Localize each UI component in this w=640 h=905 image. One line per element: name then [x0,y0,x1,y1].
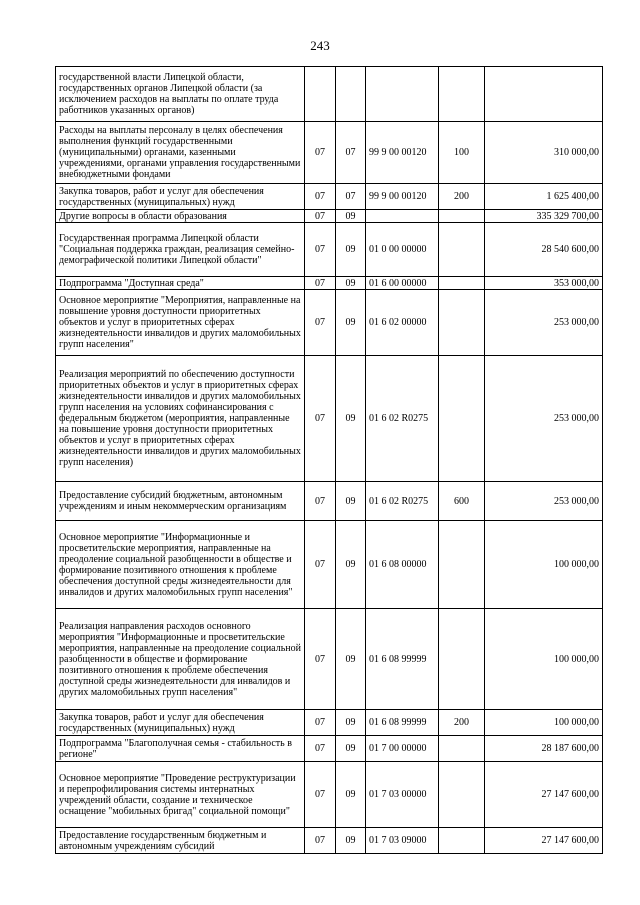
table-row [56,356,603,482]
row-subsection: 09 [336,223,366,277]
budget-table-body [56,67,603,854]
row-subsection: 09 [336,736,366,762]
row-subsection: 09 [336,356,366,482]
row-section: 07 [305,521,336,609]
row-section: 07 [305,828,336,854]
table-row [56,609,603,710]
row-name: Основное мероприятие "Проведение реструктуризации и перепрофилирования системы интернатных учреждений области, создание и техническое оснащение "мобильных бригад" социальной помощи" [56,762,305,828]
row-amount [485,67,603,122]
row-expense-type [439,828,485,854]
row-subsection: 07 [336,122,366,184]
row-name: Предоставление государственным бюджетным и автономным учреждениям субсидий [56,828,305,854]
row-amount: 27 147 600,00 [485,762,603,828]
row-section: 07 [305,736,336,762]
row-subsection: 09 [336,521,366,609]
page-number: 243 [310,38,330,53]
row-expense-type [439,277,485,290]
row-target-code: 01 6 08 99999 [366,710,439,736]
table-row [56,521,603,609]
table-row [56,828,603,854]
table-row [56,67,603,122]
row-amount: 27 147 600,00 [485,828,603,854]
row-name: Реализация мероприятий по обеспечению доступности приоритетных объектов и услуг в приоритетных сферах жизнедеятельности инвалидов и других маломобильных групп населения на условиях софинансирования с федеральным бюджетом (мероприятия, направленные на повышение уровня доступности приоритетных объектов и услуг в приоритетных сферах жизнедеятельности инвалидов и других маломобильных групп населения) [56,356,305,482]
row-section: 07 [305,122,336,184]
row-target-code: 01 7 00 00000 [366,736,439,762]
row-expense-type: 200 [439,710,485,736]
row-amount: 310 000,00 [485,122,603,184]
row-subsection: 09 [336,609,366,710]
row-target-code: 99 9 00 00120 [366,184,439,210]
row-section: 07 [305,482,336,521]
row-amount: 1 625 400,00 [485,184,603,210]
row-subsection: 09 [336,482,366,521]
row-name: Подпрограмма "Благополучная семья - стабильность в регионе" [56,736,305,762]
row-subsection: 09 [336,210,366,223]
row-name: Предоставление субсидий бюджетным, автономным учреждениям и иным некоммерческим организациям [56,482,305,521]
row-expense-type [439,521,485,609]
row-section: 07 [305,710,336,736]
row-name: Основное мероприятие "Информационные и просветительские мероприятия, направленные на преодоление социальной разобщенности в обществе и формирование позитивного отношения к проблеме обеспечения доступной среды жизнедеятельности для инвалидов и других маломобильных групп населения" [56,521,305,609]
row-expense-type [439,609,485,710]
row-section: 07 [305,184,336,210]
row-target-code [366,210,439,223]
row-section [305,67,336,122]
table-row [56,482,603,521]
table-row [56,710,603,736]
row-expense-type: 600 [439,482,485,521]
row-name: Закупка товаров, работ и услуг для обеспечения государственных (муниципальных) нужд [56,184,305,210]
row-name: Реализация направления расходов основного мероприятия "Информационные и просветительские мероприятия, направленные на преодоление социальной разобщенности в обществе и формирование позитивного отношения к проблеме обеспечения доступной среды жизнедеятельности для инвалидов и других маломобильных групп населения" [56,609,305,710]
row-subsection: 09 [336,828,366,854]
row-amount: 253 000,00 [485,290,603,356]
table-row [56,290,603,356]
row-expense-type [439,736,485,762]
table-row [56,210,603,223]
row-amount: 100 000,00 [485,521,603,609]
row-target-code: 99 9 00 00120 [366,122,439,184]
row-expense-type: 200 [439,184,485,210]
row-section: 07 [305,762,336,828]
row-expense-type [439,290,485,356]
row-expense-type: 100 [439,122,485,184]
row-name: Другие вопросы в области образования [56,210,305,223]
row-expense-type [439,223,485,277]
row-section: 07 [305,223,336,277]
row-expense-type [439,356,485,482]
row-target-code: 01 6 08 00000 [366,521,439,609]
table-row [56,122,603,184]
table-row [56,277,603,290]
row-name: Основное мероприятие "Мероприятия, направленные на повышение уровня доступности приоритетных объектов и услуг в приоритетных сферах жизнедеятельности инвалидов и других маломобильных групп населения" [56,290,305,356]
row-amount: 335 329 700,00 [485,210,603,223]
row-name: Подпрограмма "Доступная среда" [56,277,305,290]
row-expense-type [439,67,485,122]
row-target-code: 01 6 02 R0275 [366,356,439,482]
row-amount: 253 000,00 [485,482,603,521]
row-amount: 353 000,00 [485,277,603,290]
row-target-code: 01 6 02 00000 [366,290,439,356]
row-target-code: 01 7 03 09000 [366,828,439,854]
row-amount: 28 540 600,00 [485,223,603,277]
row-amount: 28 187 600,00 [485,736,603,762]
row-amount: 100 000,00 [485,609,603,710]
row-name: Закупка товаров, работ и услуг для обеспечения государственных (муниципальных) нужд [56,710,305,736]
row-subsection [336,67,366,122]
row-amount: 253 000,00 [485,356,603,482]
row-target-code: 01 6 00 00000 [366,277,439,290]
row-section: 07 [305,210,336,223]
row-subsection: 07 [336,184,366,210]
table-row [56,736,603,762]
table-row [56,223,603,277]
budget-table [55,66,603,854]
row-section: 07 [305,356,336,482]
row-subsection: 09 [336,290,366,356]
row-target-code: 01 0 00 00000 [366,223,439,277]
row-subsection: 09 [336,762,366,828]
row-section: 07 [305,290,336,356]
row-subsection: 09 [336,277,366,290]
row-target-code: 01 6 08 99999 [366,609,439,710]
row-target-code: 01 6 02 R0275 [366,482,439,521]
row-target-code [366,67,439,122]
row-section: 07 [305,277,336,290]
row-amount: 100 000,00 [485,710,603,736]
row-target-code: 01 7 03 00000 [366,762,439,828]
row-name: государственной власти Липецкой области, государственных органов Липецкой области (за исключением расходов на выплаты по оплате труда работников указанных органов) [56,67,305,122]
table-row [56,184,603,210]
row-name: Государственная программа Липецкой области "Социальная поддержка граждан, реализация семейно-демографической политики Липецкой области" [56,223,305,277]
table-row [56,762,603,828]
row-section: 07 [305,609,336,710]
row-expense-type [439,762,485,828]
row-name: Расходы на выплаты персоналу в целях обеспечения выполнения функций государственными (муниципальными) органами, казенными учреждениями, органами управления государственными внебюджетными фондами [56,122,305,184]
row-expense-type [439,210,485,223]
row-subsection: 09 [336,710,366,736]
